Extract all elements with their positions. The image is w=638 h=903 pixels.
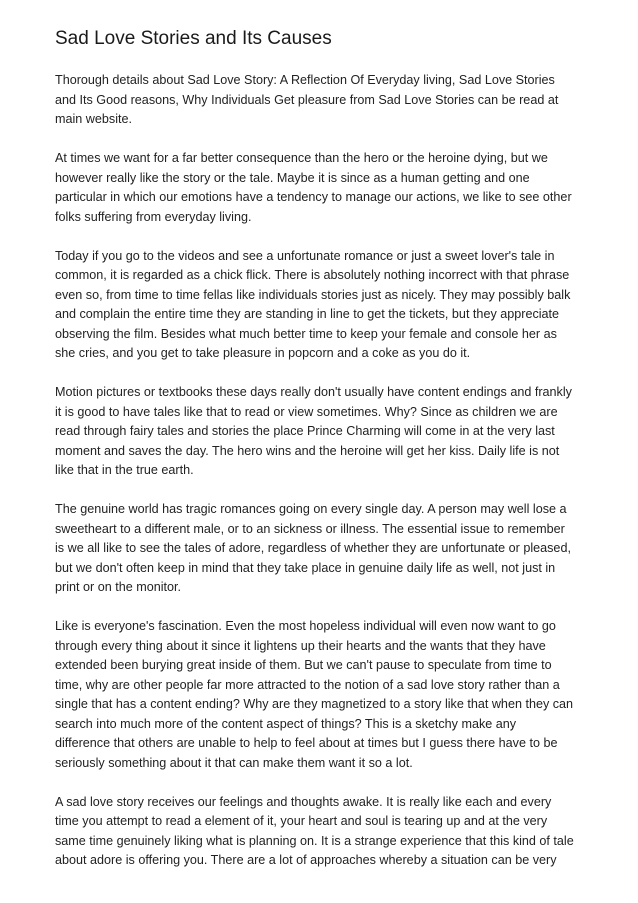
- paragraph-line: main website.: [55, 112, 132, 126]
- paragraph-line: time, why are other people far more attracted to the notion of a sad love story rather than a: [55, 677, 560, 692]
- paragraph-line: folks suffering from everyday living.: [55, 209, 252, 224]
- paragraph-line: Today if you go to the videos and see a unfortunate romance or just a sweet lover's tale in: [55, 248, 555, 263]
- paragraph-line: Motion pictures or textbooks these days really don't usually have content endings and frankly: [55, 385, 572, 399]
- paragraph-line: The genuine world has tragic romances going on every single day. A person may well lose a: [55, 502, 567, 516]
- paragraph-line: like that in the true earth.: [55, 463, 194, 477]
- paragraph-line: but we don't often keep in mind that they take place in genuine daily life as well, not just in: [55, 560, 556, 575]
- document-body: [55, 71, 585, 871]
- paragraph: [55, 617, 585, 773]
- paragraph: [55, 500, 585, 598]
- paragraph-line: single that has a content ending? Why are they magnetized to a story like that when they can: [55, 697, 574, 711]
- paragraph-line: observing the film. Besides what much better time to keep your female and console her as: [55, 326, 557, 341]
- paragraph-line: however really like the story or the tale. Maybe it is since as a human getting and one: [55, 170, 530, 185]
- paragraph-line: Like is everyone's fascination. Even the most hopeless individual will even now want to go: [55, 619, 556, 633]
- paragraph-line: and Its Good reasons, Why Individuals Get pleasure from Sad Love Stories can be read at: [55, 92, 559, 107]
- paragraph: [55, 71, 585, 130]
- page-title: Sad Love Stories and Its Causes: [55, 28, 332, 49]
- paragraph: [55, 247, 585, 364]
- document-page: [55, 26, 585, 890]
- paragraph-line: At times we want for a far better consequence than the hero or the heroine dying, but we: [55, 151, 548, 165]
- paragraph-line: common, it is regarded as a chick flick. There is absolutely nothing incorrect with that phrase: [55, 268, 570, 282]
- paragraph-line: time you attempt to read a element of it, your heart and soul is tearing up and at the very: [55, 814, 548, 828]
- paragraph-line: particular in which our emotions have a tendency to manage our actions, we like to see other: [55, 190, 572, 204]
- paragraph-line: it is good to have tales like that to read or view sometimes. Why? Since as children we are: [55, 404, 558, 419]
- paragraph-line: Thorough details about Sad Love Story: A Reflection Of Everyday living, Sad Love Stories: [55, 73, 555, 87]
- paragraph-line: and complain the entire time they are standing in line to get the tickets, but they appreciate: [55, 307, 560, 321]
- paragraph-line: about adore is offering you. There are a lot of approaches whereby a situation can be very: [55, 853, 557, 867]
- paragraph-line: print or on the monitor.: [55, 580, 182, 594]
- paragraph: [55, 149, 585, 227]
- paragraph-line: sweetheart to a different male, or to an sickness or illness. The essential issue to remember: [55, 521, 565, 536]
- paragraph-line: difference that others are unable to help to feel about at times but I guess there have to be: [55, 736, 558, 750]
- paragraph-line: she cries, and you get to take pleasure in popcorn and a coke as you do it.: [55, 346, 471, 360]
- paragraph: [55, 793, 585, 871]
- paragraph-line: moment and saves the day. The hero wins and the heroine will get her kiss. Daily life is not: [55, 443, 560, 458]
- paragraph-line: A sad love story receives our feelings and thoughts awake. It is really like each and every: [55, 794, 552, 809]
- paragraph-line: read through fairy tales and stories the place Prince Charming will come in at the very last: [55, 424, 555, 438]
- paragraph: [55, 383, 585, 481]
- paragraph-line: even so, from time to time fellas like individuals stories just as nicely. They may possibly balk: [55, 287, 571, 302]
- paragraph-line: same time genuinely liking what is planning on. It is a strange experience that this kind of tale: [55, 833, 574, 848]
- paragraph-line: is we all like to see the tales of adore, regardless of whether they are unfortunate or pleased,: [55, 541, 571, 555]
- paragraph-line: search into much more of the content aspect of things? This is a sketchy make any: [55, 716, 517, 731]
- paragraph-line: through every thing about it since it lightens up their hearts and the wants that they have: [55, 638, 546, 653]
- paragraph-line: seriously something about it that can make them want it so a lot.: [55, 755, 413, 770]
- paragraph-line: extended been burying great inside of them. But we can't pause to speculate from time to: [55, 658, 552, 672]
